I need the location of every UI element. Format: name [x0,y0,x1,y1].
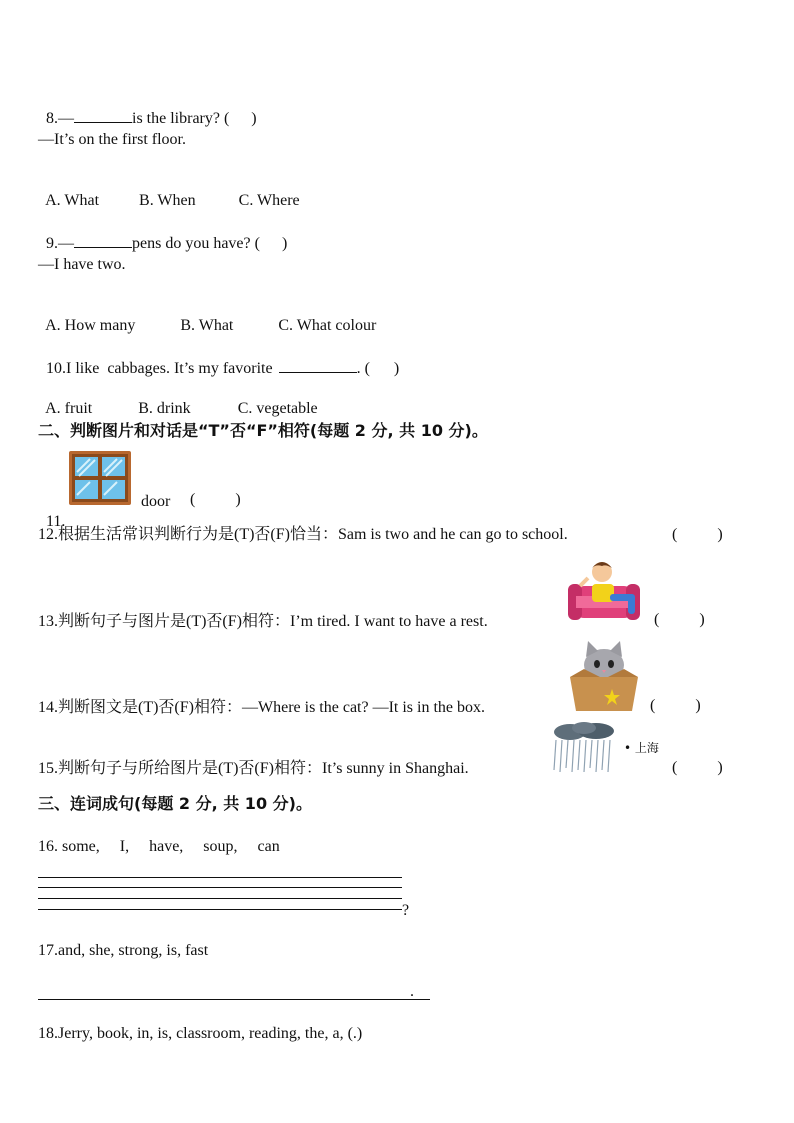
q9-option-a[interactable]: A. How many [45,317,136,334]
q10-close-paren: ) [393,360,400,377]
section-2-heading: 二、判断图片和对话是“T”否“F”相符(每题 2 分, 共 10 分)。 [38,421,488,440]
q9-dash: — [58,235,74,252]
q16-writing-line-3[interactable] [38,898,402,899]
q15-city-label: • 上海 [624,741,659,755]
question-10 [38,338,399,379]
q8-dash: — [58,110,74,127]
q11-number: 11. [46,513,66,530]
q9-options [38,296,376,336]
q8-answer-line: —It’s on the first floor. [38,131,186,148]
sitting-person-icon [566,556,642,626]
q11-answer-parens[interactable]: ( ) [190,491,241,508]
q12-answer-parens[interactable]: ( ) [672,526,723,543]
question-14: 14.判断图文是(T)否(F)相符：—Where is the cat? —It is in the box. [38,699,486,716]
q16-writing-line-4[interactable] [38,909,402,910]
q8-option-a[interactable]: A. What [45,192,100,209]
q14-answer-parens[interactable]: ( ) [650,697,701,714]
window-icon [68,450,132,506]
q16-end-mark: ? [402,902,410,919]
question-16: 16. some, I, have, soup, can [38,838,280,855]
question-12: 12.根据生活常识判断行为是(T)否(F)恰当：Sam is two and he can go to school. [38,526,568,543]
q10-answer-blank[interactable] [279,358,357,373]
q8-number: 8. [46,110,58,127]
q10-option-b[interactable]: B. drink [138,400,191,417]
q16-writing-line-1[interactable] [38,877,402,878]
q8-option-b[interactable]: B. When [139,192,196,209]
q9-close-paren: ) [281,235,288,252]
q10-option-a[interactable]: A. fruit [45,400,93,417]
question-15: 15.判断句子与所给图片是(T)否(F)相符：It’s sunny in Shanghai. [38,760,469,777]
q9-option-c[interactable]: C. What colour [278,317,377,334]
q8-close-paren: ) [251,110,257,127]
question-17: 17.and, she, strong, is, fast [38,942,209,959]
question-9 [38,213,287,254]
q8-answer-blank[interactable] [74,108,132,123]
q9-option-b[interactable]: B. What [180,317,234,334]
q8-text: is the library? ( [132,110,230,127]
q10-option-c[interactable]: C. vegetable [237,400,318,417]
q17-writing-line[interactable] [38,999,430,1000]
q10-text: 10.I like cabbages. It’s my favorite [46,360,273,377]
q13-answer-parens[interactable]: ( ) [654,611,705,628]
question-13: 13.判断句子与图片是(T)否(F)相符：I’m tired. I want to have a rest. [38,613,488,630]
q9-answer-line: —I have two. [38,256,126,273]
q9-answer-blank[interactable] [74,233,132,248]
section-3-heading: 三、连词成句(每题 2 分, 共 10 分)。 [38,794,312,813]
q11-word: door [141,493,171,510]
q15-answer-parens[interactable]: ( ) [672,759,723,776]
question-18: 18.Jerry, book, in, is, classroom, reading, the, a, (.) [38,1025,363,1042]
q17-end-mark: . [410,983,414,1000]
question-8 [38,88,257,129]
q8-option-c[interactable]: C. Where [238,192,300,209]
q10-options [38,379,318,419]
rain-cloud-icon [548,722,620,774]
q9-number: 9. [46,235,58,252]
q9-text: pens do you have? ( [132,235,260,252]
cat-in-box-icon [566,637,642,713]
q16-writing-line-2[interactable] [38,887,402,888]
q8-options [38,171,300,211]
q10-tail: . ( [356,360,370,377]
